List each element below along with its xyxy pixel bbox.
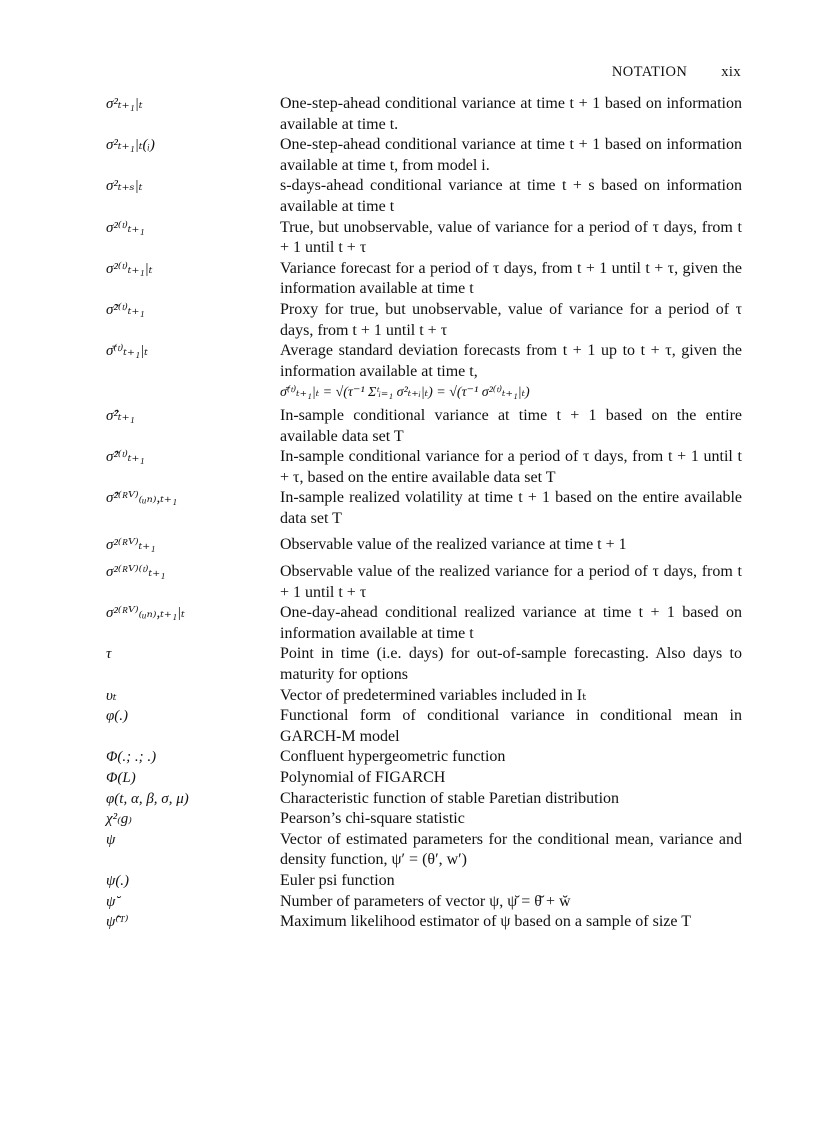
running-header: [612, 64, 741, 81]
notation-symbol: σ²ₜ₊ₛ|ₜ: [106, 178, 143, 195]
notation-entry: [106, 706, 742, 747]
notation-symbol: σ²ₜ₊₁|ₜ: [106, 96, 143, 112]
notation-symbol: σ̄⁽ᵗ⁾ₜ₊₁|ₜ: [106, 343, 148, 360]
notation-symbol: σ²⁽ᴿⱽ⁾ₜ₊₁: [106, 537, 156, 554]
notation-description: Proxy for true, but unobservable, value of variance for a period of τ days, from t + 1 until t + τ: [280, 300, 742, 339]
notation-description: Point in time (i.e. days) for out-of-sample forecasting. Also days to maturity for options: [280, 645, 742, 684]
page-number: xix: [721, 64, 741, 80]
notation-description: In-sample conditional variance for a period of τ days, from t + 1 until t + τ, based on the entire available data set T: [280, 448, 742, 486]
notation-description: Pearson’s chi-square statistic: [280, 810, 465, 828]
notation-entry: [106, 406, 742, 447]
notation-symbol: ψ: [106, 831, 116, 848]
notation-symbol: σ̂²ₜ₊₁: [106, 407, 135, 424]
notation-symbol: Φ(L): [106, 770, 136, 786]
notation-symbol: χ²₍g₎: [106, 811, 132, 828]
average-sd-formula: σ̄⁽ᵗ⁾ₜ₊₁|ₜ = √(τ⁻¹ Σᵗᵢ₌₁ σ²ₜ₊ᵢ|ₜ) = √(τ⁻¹ σ²⁽ᵗ⁾ₜ₊₁|ₜ): [280, 385, 530, 401]
notation-entry: [106, 176, 742, 217]
notation-description: [280, 341, 742, 406]
notation-entry: [106, 447, 742, 488]
notation-description: Observable value of the realized variance at time t + 1: [280, 536, 627, 554]
notation-description: In-sample conditional variance at time t + 1 based on the entire available data set T: [280, 406, 742, 445]
notation-description: Euler psi function: [280, 871, 395, 889]
notation-symbol: σ²⁽ᴿⱽ⁾⁽ᵗ⁾ₜ₊₁: [106, 564, 166, 581]
notation-list: [106, 94, 742, 933]
notation-entry: [106, 259, 742, 300]
notation-entry: [106, 686, 742, 707]
notation-entry: [106, 218, 742, 259]
notation-entry: [106, 809, 742, 830]
notation-entry: [106, 789, 742, 810]
notation-symbol: τ: [106, 646, 112, 663]
notation-entry: [106, 830, 742, 871]
notation-description: Maximum likelihood estimator of ψ based on a sample of size T: [280, 913, 691, 931]
notation-description: s-days-ahead conditional variance at time t + s based on information available at time t: [280, 177, 742, 215]
notation-description: One-step-ahead conditional variance at time t + 1 based on information available at time t.: [280, 95, 742, 133]
notation-entry: [106, 535, 742, 556]
section-title: NOTATION: [611, 64, 688, 80]
notation-entry: [106, 747, 742, 768]
notation-entry: [106, 488, 742, 529]
notation-symbol: φ(.): [106, 708, 129, 725]
notation-description: Number of parameters of vector ψ, ψ̆ = θ̆ + w̆: [280, 892, 571, 910]
notation-symbol: ψ(.): [106, 872, 130, 889]
notation-entry: [106, 644, 742, 685]
notation-description: One-day-ahead conditional realized variance at time t + 1 based on information available at time t: [280, 604, 742, 642]
notation-entry: [106, 603, 742, 644]
notation-symbol: σ²ₜ₊₁|ₜ(ᵢ): [106, 137, 155, 154]
notation-symbol: υₜ: [106, 687, 117, 704]
notation-entry: [106, 341, 742, 406]
notation-symbol: Φ(.; .; .): [106, 749, 157, 766]
notation-symbol: ψ̂⁽ᵀ⁾: [106, 914, 129, 931]
notation-description: Polynomial of FIGARCH: [280, 769, 446, 786]
notation-entry: [106, 300, 742, 341]
notation-description: Characteristic function of stable Paretian distribution: [280, 789, 620, 807]
notation-description: Functional form of conditional variance in conditional mean in GARCH-M model: [280, 707, 742, 745]
notation-symbol: σ²⁽ᴿⱽ⁾₍ᵤₙ₎,ₜ₊₁|ₜ: [106, 605, 185, 622]
notation-entry: [106, 871, 742, 892]
notation-description: One-step-ahead conditional variance at time t + 1 based on information available at time t, from model i.: [280, 136, 742, 174]
notation-description: Vector of predetermined variables included in Iₜ: [280, 686, 587, 704]
notation-symbol: σ̂²⁽ᵗ⁾ₜ₊₁: [106, 449, 145, 466]
notation-entry: [106, 912, 742, 933]
notation-entry: [106, 135, 742, 176]
notation-symbol: ψ̆: [106, 893, 116, 910]
notation-description: Confluent hypergeometric function: [280, 748, 506, 766]
notation-symbol: σ²⁽ᵗ⁾ₜ₊₁: [106, 219, 145, 236]
notation-entry: [106, 562, 742, 603]
notation-description: In-sample realized volatility at time t + 1 based on the entire available data set T: [280, 489, 742, 527]
notation-symbol: φ(t, α, β, σ, μ): [106, 790, 189, 807]
notation-description: Observable value of the realized variance for a period of τ days, from t + 1 until t + τ: [280, 563, 742, 601]
notation-entry: [106, 768, 742, 789]
notation-symbol: σ̂²⁽ᴿⱽ⁾₍ᵤₙ₎,ₜ₊₁: [106, 490, 178, 507]
notation-description-text: Average standard deviation forecasts from t + 1 up to t + τ, given the information available at time t,: [280, 342, 742, 380]
notation-description: Vector of estimated parameters for the conditional mean, variance and density function, ψ′ = (θ′, w′): [280, 830, 742, 869]
notation-symbol: σ̃²⁽ᵗ⁾ₜ₊₁: [106, 301, 145, 318]
notation-symbol: σ²⁽ᵗ⁾ₜ₊₁|ₜ: [106, 260, 153, 277]
notation-entry: [106, 94, 742, 135]
notation-description: Variance forecast for a period of τ days, from t + 1 until t + τ, given the information available at time t: [280, 259, 742, 298]
notation-description: True, but unobservable, value of variance for a period of τ days, from t + 1 until t + τ: [280, 218, 742, 257]
notation-entry: [106, 892, 742, 913]
